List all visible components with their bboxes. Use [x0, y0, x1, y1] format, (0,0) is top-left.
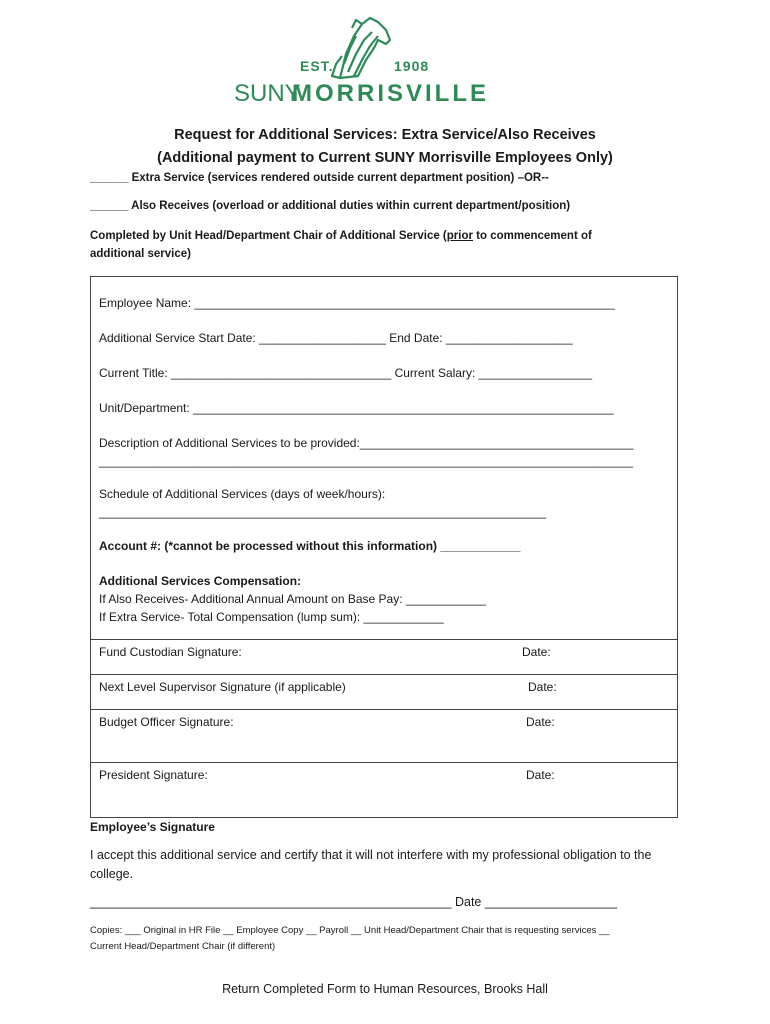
logo-morrisville-text: MORRISVILLE [292, 80, 490, 107]
form-title-line1: Request for Additional Services: Extra Service/Also Receives [174, 127, 596, 143]
instructions-line1 [90, 230, 592, 242]
description-field[interactable]: Description of Additional Services to be provided:_________________________________________ [99, 436, 634, 450]
footer-return-note: Return Completed Form to Human Resources, Brooks Hall [222, 982, 548, 996]
signature-row[interactable] [90, 762, 678, 818]
instructions-line2: additional service) [90, 248, 191, 260]
est-label: EST. [300, 58, 334, 74]
certify-text-line1: I accept this additional service and certify that it will not interfere with my professional obligation to the [90, 848, 652, 862]
signature-row[interactable] [90, 674, 678, 710]
signature-date[interactable]: Date: [526, 768, 555, 782]
also-receives-option[interactable]: ______ Also Receives (overload or additional duties within current department/position) [90, 200, 571, 212]
form-details-box [90, 276, 678, 640]
copies-line1: Copies: ___ Original in HR File __ Employee Copy __ Payroll __ Unit Head/Department Chair that is requesting services __ [90, 925, 610, 936]
compensation-heading: Additional Services Compensation: [99, 574, 302, 588]
suny-morrisville-logo [228, 14, 498, 114]
signature-label: Fund Custodian Signature: [99, 645, 242, 659]
extra-service-option[interactable]: ______ Extra Service (services rendered outside current department position) –OR-- [90, 172, 549, 184]
signature-label: Next Level Supervisor Signature (if applicable) [99, 680, 346, 694]
signature-row[interactable] [90, 639, 678, 675]
title-salary-field[interactable]: Current Title: _________________________________ Current Salary: _________________ [99, 366, 593, 380]
signature-date[interactable]: Date: [526, 715, 555, 729]
account-field[interactable]: Account #: (*cannot be processed without this information) ____________ [99, 539, 521, 553]
certify-text-line2: college. [90, 867, 134, 881]
signature-date[interactable]: Date: [522, 645, 551, 659]
copies-line2: Current Head/Department Chair (if different) [90, 941, 276, 952]
signature-row[interactable] [90, 709, 678, 763]
description-field-line2[interactable]: ________________________________________________________________________________ [99, 454, 633, 468]
signature-date[interactable]: Date: [528, 680, 557, 694]
extra-service-amount-field[interactable]: If Extra Service- Total Compensation (lump sum): ____________ [99, 610, 444, 624]
form-title-line2: (Additional payment to Current SUNY Morrisville Employees Only) [157, 150, 613, 166]
instructions-part2: to commencement of [472, 230, 592, 242]
unit-department-field[interactable]: Unit/Department: _______________________________________________________________ [99, 401, 614, 415]
instructions-prior: prior [446, 230, 473, 242]
signature-label: Budget Officer Signature: [99, 715, 234, 729]
employee-signature-heading: Employee’s Signature [90, 820, 215, 834]
logo-suny-text: SUNY [234, 80, 301, 107]
employee-sign-date-line[interactable]: ____________________________________________________ Date ___________________ [90, 895, 617, 909]
employee-name-field[interactable]: Employee Name: _______________________________________________________________ [99, 296, 615, 310]
schedule-label: Schedule of Additional Services (days of week/hours): [99, 487, 386, 501]
also-receives-amount-field[interactable]: If Also Receives- Additional Annual Amount on Base Pay: ____________ [99, 592, 486, 606]
instructions-part1: Completed by Unit Head/Department Chair of Additional Service ( [90, 230, 447, 242]
signature-label: President Signature: [99, 768, 208, 782]
start-end-date-field[interactable]: Additional Service Start Date: ___________________ End Date: ___________________ [99, 331, 573, 345]
schedule-field[interactable]: ___________________________________________________________________ [99, 505, 547, 519]
est-year: 1908 [394, 58, 430, 74]
